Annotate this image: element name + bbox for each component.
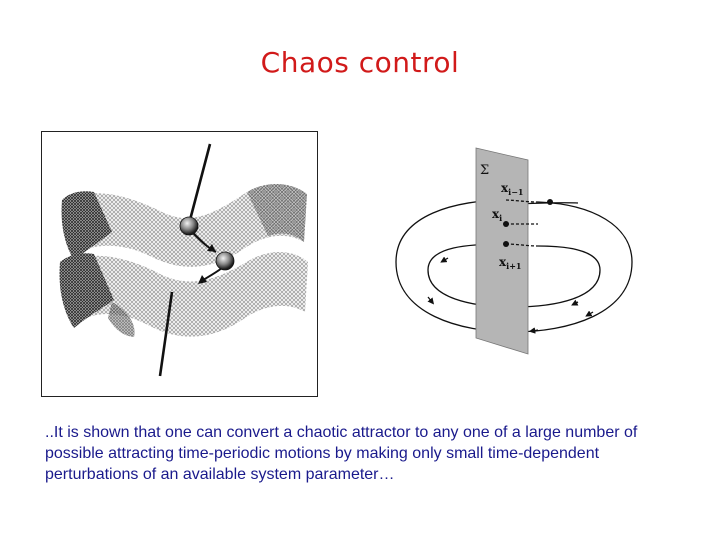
poincare-plane <box>476 148 528 354</box>
label-x-i: $x_i$ <box>492 207 503 223</box>
chaotic-attractor-figure <box>41 131 318 397</box>
trajectory-point-1 <box>180 217 198 235</box>
label-x-i-minus-1: $x_{i-1}$ <box>501 181 524 197</box>
trajectory-upper <box>190 144 210 220</box>
point-x-i-plus-1 <box>503 241 509 247</box>
poincare-section-figure <box>388 142 638 365</box>
trajectory-point-2 <box>216 252 234 270</box>
label-x-i-plus-1: $x_{i+1}$ <box>499 255 522 271</box>
slide-body-text: ..It is shown that one can convert a chaotic attractor to any one of a large number of possible attracting time-periodic motions by making only small time-dependent perturbations of an available system parameter… <box>45 424 638 483</box>
slide-title: Chaos control <box>260 46 460 79</box>
point-x-i <box>503 221 509 227</box>
section-label: Σ <box>480 163 490 178</box>
point-x-i-minus-1 <box>547 199 553 205</box>
